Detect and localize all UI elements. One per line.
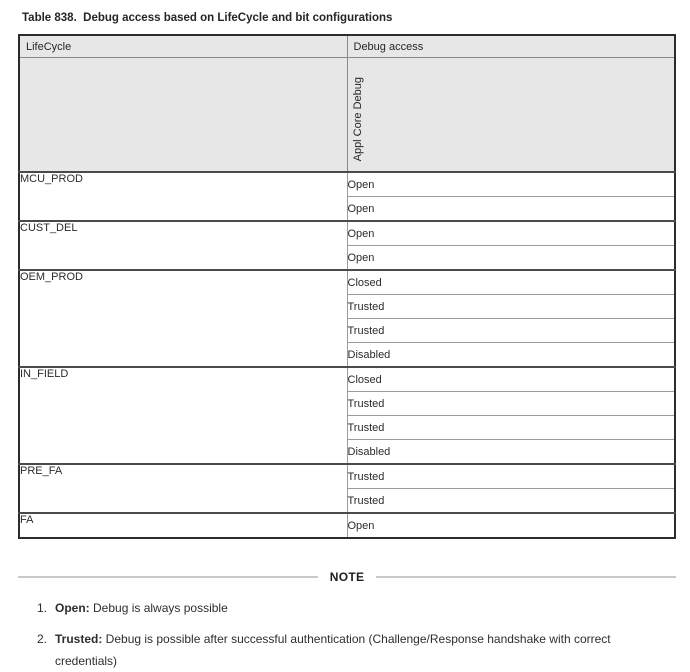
note-item-number: 2. bbox=[37, 632, 48, 646]
debug-access-cell: Open bbox=[347, 172, 675, 197]
lifecycle-header-spacer bbox=[19, 58, 347, 173]
lifecycle-cell: PRE_FA bbox=[19, 464, 347, 513]
lifecycle-cell: MCU_PROD bbox=[19, 172, 347, 221]
debug-access-table bbox=[18, 34, 676, 539]
note-item-number: 1. bbox=[37, 601, 48, 615]
table-header bbox=[19, 35, 675, 172]
debug-access-cell: Trusted bbox=[347, 295, 675, 319]
note-item-text: Debug is always possible bbox=[89, 601, 228, 615]
debug-access-cell: Open bbox=[347, 197, 675, 222]
debug-access-cell: Trusted bbox=[347, 489, 675, 514]
debug-access-cell: Disabled bbox=[347, 440, 675, 465]
note-item-term: Open: bbox=[55, 601, 90, 615]
column-header-lifecycle: LifeCycle bbox=[19, 35, 347, 58]
appl-core-debug-header-cell bbox=[347, 58, 675, 173]
debug-access-cell: Trusted bbox=[347, 319, 675, 343]
table-header-row bbox=[19, 35, 675, 58]
note-rule-right bbox=[376, 576, 676, 578]
note-item bbox=[0, 628, 632, 672]
note-rule-left bbox=[18, 576, 318, 578]
table-row bbox=[19, 513, 675, 538]
debug-access-cell: Open bbox=[347, 221, 675, 246]
table-row bbox=[19, 172, 675, 197]
table-row bbox=[19, 270, 675, 295]
table-body bbox=[19, 172, 675, 538]
lifecycle-cell: IN_FIELD bbox=[19, 367, 347, 464]
table-row bbox=[19, 221, 675, 246]
table-caption: Table 838. Debug access based on LifeCycle and bit configurations bbox=[22, 12, 393, 24]
note-item-term: Trusted: bbox=[55, 632, 103, 646]
debug-access-cell: Trusted bbox=[347, 416, 675, 440]
debug-access-cell: Open bbox=[347, 513, 675, 538]
debug-access-cell: Closed bbox=[347, 270, 675, 295]
note-divider bbox=[18, 570, 676, 584]
rotated-column-label: Appl Core Debug bbox=[351, 76, 364, 161]
debug-access-cell: Disabled bbox=[347, 343, 675, 368]
column-header-debug-access: Debug access bbox=[347, 35, 675, 58]
table-subheader-row bbox=[19, 58, 675, 173]
debug-access-cell: Closed bbox=[347, 367, 675, 392]
debug-access-cell: Open bbox=[347, 246, 675, 271]
document-page bbox=[0, 12, 690, 668]
note-item-text: Debug is possible after successful authentication (Challenge/Response handshake with correct credentials) bbox=[55, 632, 611, 668]
note-heading: NOTE bbox=[329, 570, 365, 584]
table-row bbox=[19, 464, 675, 489]
note-list bbox=[0, 597, 690, 672]
table-row bbox=[19, 367, 675, 392]
lifecycle-cell: FA bbox=[19, 513, 347, 538]
debug-access-cell: Trusted bbox=[347, 392, 675, 416]
lifecycle-cell: OEM_PROD bbox=[19, 270, 347, 367]
lifecycle-cell: CUST_DEL bbox=[19, 221, 347, 270]
note-item bbox=[0, 597, 632, 619]
debug-access-cell: Trusted bbox=[347, 464, 675, 489]
